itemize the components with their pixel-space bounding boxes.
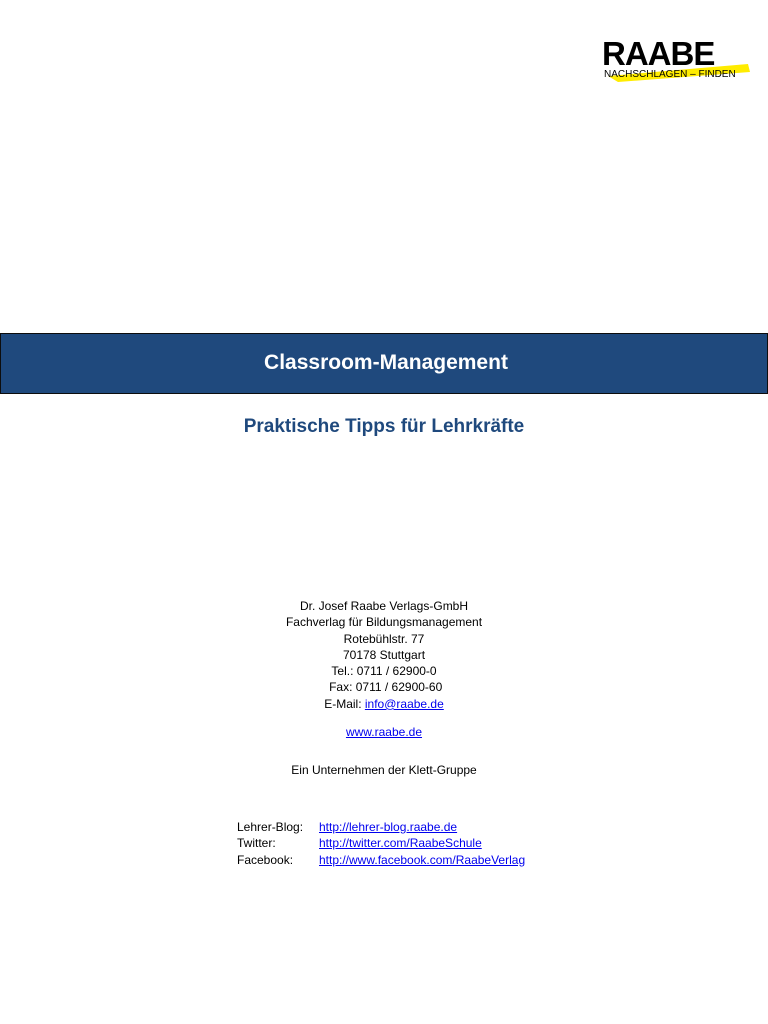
publisher-city: 70178 Stuttgart [342, 647, 426, 662]
social-label-twitter: Twitter: [237, 836, 276, 851]
title-banner [0, 333, 768, 394]
twitter-link[interactable]: http://twitter.com/RaabeSchule [319, 836, 482, 851]
website-link[interactable]: www.raabe.de [345, 725, 423, 739]
publisher-fax: Fax: 0711 / 62900-60 [325, 680, 443, 695]
email-link[interactable]: info@raabe.de [364, 696, 444, 711]
email-label: E-Mail: [324, 696, 365, 711]
facebook-link[interactable]: http://www.facebook.com/RaabeVerlag [319, 852, 526, 867]
social-label-facebook: Facebook: [237, 852, 294, 867]
group-statement: Ein Unternehmen der Klett-Gruppe [291, 763, 477, 777]
social-row-twitter [237, 835, 525, 851]
social-links [237, 819, 525, 868]
document-title: Classroom-Management [264, 350, 508, 374]
social-row-blog [237, 819, 525, 835]
logo-tagline: NACHSCHLAGEN – FINDEN [604, 69, 736, 80]
social-label-blog: Lehrer-Blog: [237, 820, 304, 834]
document-subtitle: Praktische Tipps für Lehrkräfte [243, 416, 525, 437]
logo-wordmark: RAABE [602, 35, 715, 72]
website-line [0, 724, 768, 740]
blog-link[interactable]: http://lehrer-blog.raabe.de [319, 820, 458, 834]
publisher-description: Fachverlag für Bildungsmanagement [285, 615, 483, 630]
publisher-email-line [0, 696, 768, 712]
publisher-tel: Tel.: 0711 / 62900-0 [331, 664, 437, 679]
publisher-street: Rotebühlstr. 77 [343, 631, 425, 646]
social-row-facebook [237, 852, 525, 868]
raabe-logo [600, 35, 756, 86]
publisher-info [0, 598, 768, 712]
publisher-name: Dr. Josef Raabe Verlags-GmbH [299, 599, 469, 613]
